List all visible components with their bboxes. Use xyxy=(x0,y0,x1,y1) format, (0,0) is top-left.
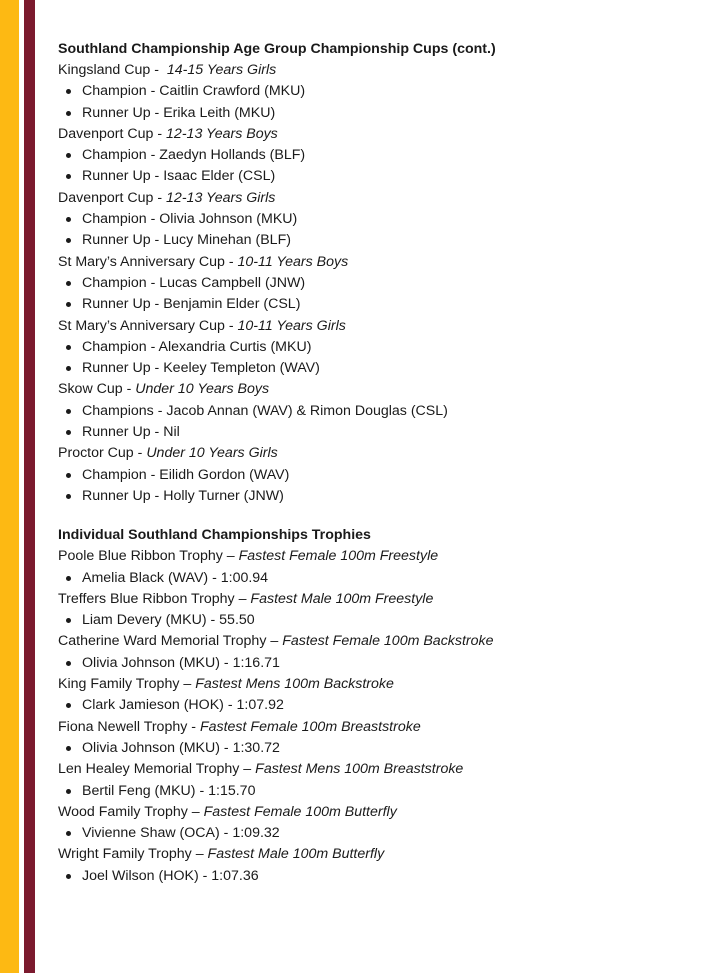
bullet-icon xyxy=(66,874,71,879)
award-title xyxy=(58,631,688,652)
award-category: Under 10 Years Girls xyxy=(146,445,278,462)
result-text: Olivia Johnson (MKU) - 1:16.71 xyxy=(82,654,280,671)
award-name: Len Healey Memorial Trophy – xyxy=(58,761,256,778)
award-name: Treffers Blue Ribbon Trophy – xyxy=(58,590,251,607)
result-text: Runner Up - Nil xyxy=(82,424,180,441)
result-text: Champion - Olivia Johnson (MKU) xyxy=(82,211,298,228)
maroon-side-stripe xyxy=(24,0,35,973)
award-name: Davenport Cup - xyxy=(58,125,167,142)
award-name: Skow Cup - xyxy=(58,381,136,398)
result-list-item xyxy=(58,695,688,716)
award-category: Fastest Male 100m Butterfly xyxy=(207,846,385,863)
award-name: Poole Blue Ribbon Trophy – xyxy=(58,548,239,565)
award-category: Fastest Mens 100m Breaststroke xyxy=(255,761,464,778)
bullet-icon xyxy=(66,789,71,794)
award-title xyxy=(58,717,688,738)
individual-trophies-list xyxy=(58,546,688,887)
result-text: Bertil Feng (MKU) - 1:15.70 xyxy=(82,782,256,799)
result-list-item xyxy=(58,358,688,379)
result-text: Vivienne Shaw (OCA) - 1:09.32 xyxy=(82,825,280,842)
bullet-icon xyxy=(66,494,71,499)
result-text: Runner Up - Erika Leith (MKU) xyxy=(82,104,276,121)
award-title xyxy=(58,316,688,337)
bullet-icon xyxy=(66,89,71,94)
award-category: Fastest Male 100m Freestyle xyxy=(250,590,434,607)
result-list-item xyxy=(58,401,688,422)
award-category: 10-11 Years Girls xyxy=(237,317,346,334)
result-list-item xyxy=(58,465,688,486)
result-text: Amelia Black (WAV) - 1:00.94 xyxy=(82,569,269,586)
bullet-icon xyxy=(66,473,71,478)
award-category: 12-13 Years Boys xyxy=(166,125,278,142)
bullet-icon xyxy=(66,409,71,414)
result-list-item xyxy=(58,273,688,294)
award-title xyxy=(58,674,688,695)
bullet-icon xyxy=(66,302,71,307)
award-category: Fastest Female 100m Backstroke xyxy=(282,633,494,650)
result-text: Champions - Jacob Annan (WAV) & Rimon Douglas (CSL) xyxy=(82,402,448,419)
award-name: King Family Trophy – xyxy=(58,676,196,693)
result-list-item xyxy=(58,422,688,443)
award-name: Fiona Newell Trophy - xyxy=(58,718,200,735)
result-text: Champion - Alexandria Curtis (MKU) xyxy=(82,338,312,355)
bullet-icon xyxy=(66,174,71,179)
award-name: Davenport Cup - xyxy=(58,189,167,206)
result-list-item xyxy=(58,781,688,802)
result-list-item xyxy=(58,486,688,507)
result-text: Champion - Eilidh Gordon (WAV) xyxy=(82,466,290,483)
result-text: Champion - Zaedyn Hollands (BLF) xyxy=(82,147,306,164)
bullet-icon xyxy=(66,153,71,158)
section-heading-individual-trophies: Individual Southland Championships Trophies xyxy=(58,527,371,544)
document-body xyxy=(58,39,688,887)
award-category: 14-15 Years Girls xyxy=(166,62,277,78)
result-list-item xyxy=(58,294,688,315)
result-list-item xyxy=(58,653,688,674)
bullet-icon xyxy=(66,831,71,836)
result-text: Runner Up - Holly Turner (JNW) xyxy=(82,487,284,504)
bullet-icon xyxy=(66,345,71,350)
award-category: 12-13 Years Girls xyxy=(166,189,276,206)
award-title xyxy=(58,252,688,273)
bullet-icon xyxy=(66,618,71,623)
award-title xyxy=(58,802,688,823)
award-category: Fastest Female 100m Butterfly xyxy=(203,803,397,820)
award-category: Under 10 Years Boys xyxy=(135,381,270,398)
bullet-icon xyxy=(66,576,71,581)
bullet-icon xyxy=(66,746,71,751)
award-title xyxy=(58,589,688,610)
award-category: Fastest Female 100m Breaststroke xyxy=(199,718,421,735)
result-list-item xyxy=(58,866,688,887)
bullet-icon xyxy=(66,661,71,666)
bullet-icon xyxy=(66,366,71,371)
award-title xyxy=(58,844,688,865)
result-text: Runner Up - Isaac Elder (CSL) xyxy=(82,168,276,185)
award-title xyxy=(58,60,688,81)
bullet-icon xyxy=(66,430,71,435)
award-title xyxy=(58,188,688,209)
bullet-icon xyxy=(66,281,71,286)
bullet-icon xyxy=(66,111,71,116)
award-title xyxy=(58,759,688,780)
award-title xyxy=(58,546,688,567)
bullet-icon xyxy=(66,703,71,708)
result-list-item xyxy=(58,103,688,124)
result-list-item xyxy=(58,230,688,251)
result-text: Joel Wilson (HOK) - 1:07.36 xyxy=(82,867,259,884)
gold-side-stripe xyxy=(0,0,19,973)
result-list-item xyxy=(58,610,688,631)
award-name: Wright Family Trophy – xyxy=(58,846,208,863)
award-category: Fastest Female 100m Freestyle xyxy=(238,548,439,565)
result-text: Champion - Lucas Campbell (JNW) xyxy=(82,274,306,291)
section-heading-age-group-cups: Southland Championship Age Group Championship Cups (cont.) xyxy=(58,41,496,57)
award-name: Proctor Cup - xyxy=(58,445,147,462)
result-text: Clark Jamieson (HOK) - 1:07.92 xyxy=(82,697,284,714)
result-list-item xyxy=(58,337,688,358)
award-name: Kingsland Cup - xyxy=(58,62,167,78)
award-category: Fastest Mens 100m Backstroke xyxy=(195,676,394,693)
award-name: St Mary’s Anniversary Cup - xyxy=(58,317,238,334)
result-text: Liam Devery (MKU) - 55.50 xyxy=(82,612,255,629)
award-title xyxy=(58,379,688,400)
award-title xyxy=(58,443,688,464)
result-text: Runner Up - Lucy Minehan (BLF) xyxy=(82,232,291,249)
age-group-cups-list xyxy=(58,60,688,507)
award-title xyxy=(58,124,688,145)
result-list-item xyxy=(58,145,688,166)
result-text: Champion - Caitlin Crawford (MKU) xyxy=(82,83,306,100)
bullet-icon xyxy=(66,238,71,243)
result-text: Olivia Johnson (MKU) - 1:30.72 xyxy=(82,739,280,756)
result-list-item xyxy=(58,568,688,589)
award-name: Catherine Ward Memorial Trophy – xyxy=(58,633,283,650)
result-list-item xyxy=(58,81,688,102)
result-list-item xyxy=(58,209,688,230)
result-text: Runner Up - Keeley Templeton (WAV) xyxy=(82,360,320,377)
award-name: St Mary’s Anniversary Cup - xyxy=(58,253,238,270)
award-name: Wood Family Trophy – xyxy=(58,803,204,820)
award-category: 10-11 Years Boys xyxy=(237,253,349,270)
bullet-icon xyxy=(66,217,71,222)
section-gap xyxy=(58,507,688,525)
result-list-item xyxy=(58,166,688,187)
result-list-item xyxy=(58,738,688,759)
result-text: Runner Up - Benjamin Elder (CSL) xyxy=(82,296,301,313)
result-list-item xyxy=(58,823,688,844)
